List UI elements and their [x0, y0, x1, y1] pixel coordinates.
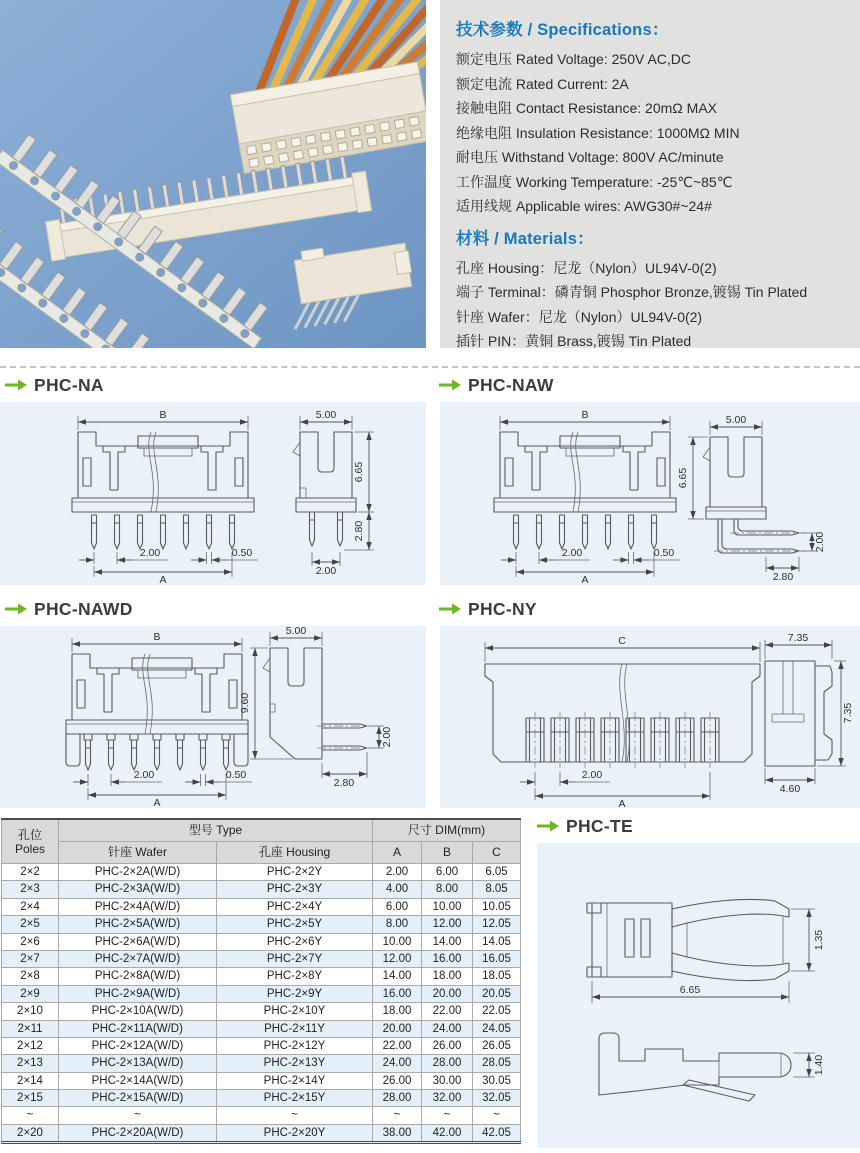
cell-dim-b: 22.00	[422, 1003, 473, 1020]
cell-dim-b: 28.00	[422, 1055, 473, 1072]
table-row	[2, 1055, 521, 1072]
svg-text:5.00: 5.00	[315, 409, 337, 421]
svg-text:2.00: 2.00	[139, 547, 161, 559]
svg-text:2.80: 2.80	[772, 571, 794, 583]
cell-dim-b: 12.00	[422, 916, 473, 933]
table-row	[2, 1072, 521, 1089]
cell-dim-c: 18.05	[473, 968, 521, 985]
terminal-top-view	[587, 899, 825, 1003]
col-header-poles-zh: 孔位	[17, 827, 42, 842]
svg-text:2.00: 2.00	[381, 726, 393, 748]
cell-dim-a: 26.00	[373, 1072, 422, 1089]
table-row	[2, 1090, 521, 1107]
cell-dim-c: 42.05	[473, 1124, 521, 1142]
col-header-a: A	[373, 842, 422, 864]
side-view	[677, 414, 826, 583]
cell-dim-c: 22.05	[473, 1003, 521, 1020]
col-header-poles	[2, 819, 59, 864]
cell-dim-c: 16.05	[473, 950, 521, 967]
cell-housing: PHC-2×10Y	[217, 1003, 373, 1020]
front-view	[485, 635, 760, 808]
svg-text:1.35: 1.35	[813, 929, 825, 951]
svg-text:0.50: 0.50	[225, 769, 247, 781]
cell-housing: PHC-2×9Y	[217, 985, 373, 1002]
table-row	[2, 950, 521, 967]
col-header-poles-en: Poles	[14, 841, 46, 856]
cell-wafer: PHC-2×6A(W/D)	[59, 933, 217, 950]
svg-text:A: A	[618, 798, 626, 808]
drawing-phc-na	[0, 402, 426, 585]
svg-text:5.00: 5.00	[725, 414, 747, 426]
cell-dim-b: 30.00	[422, 1072, 473, 1089]
drawing-panel-phc-na	[0, 402, 426, 585]
cell-poles: 2×15	[2, 1090, 59, 1107]
svg-text:0.50: 0.50	[231, 547, 253, 559]
specifications-panel	[440, 0, 860, 348]
cell-housing: PHC-2×8Y	[217, 968, 373, 985]
cell-dim-b: 18.00	[422, 968, 473, 985]
table-row	[2, 985, 521, 1002]
cell-dim-a: 8.00	[373, 916, 422, 933]
cell-poles: 2×9	[2, 985, 59, 1002]
svg-text:B: B	[153, 631, 161, 643]
section-title: PHC-NA	[34, 374, 104, 395]
svg-text:5.00: 5.00	[285, 626, 307, 637]
cell-dim-b: 24.00	[422, 1020, 473, 1037]
table-row	[2, 1037, 521, 1054]
cell-housing: PHC-2×12Y	[217, 1037, 373, 1054]
cell-housing: PHC-2×11Y	[217, 1020, 373, 1037]
spec-line: 绝缘电阻 Insulation Resistance: 1000MΩ MIN	[456, 124, 740, 141]
cell-wafer: PHC-2×12A(W/D)	[59, 1037, 217, 1054]
product-photo	[0, 0, 426, 348]
section-header-phc-naw	[439, 373, 554, 397]
front-view	[72, 409, 258, 585]
section-header-phc-ny	[439, 597, 537, 621]
front-view	[494, 409, 680, 585]
cell-housing: PHC-2×13Y	[217, 1055, 373, 1072]
cell-wafer: PHC-2×13A(W/D)	[59, 1055, 217, 1072]
svg-text:0.50: 0.50	[653, 547, 675, 559]
cell-poles: 2×7	[2, 950, 59, 967]
section-header-phc-te	[537, 814, 633, 838]
cell-housing: PHC-2×3Y	[217, 881, 373, 898]
cell-wafer: PHC-2×20A(W/D)	[59, 1124, 217, 1142]
section-header-phc-na	[5, 373, 104, 397]
cell-poles: 2×12	[2, 1037, 59, 1054]
drawing-phc-te	[537, 843, 860, 1148]
svg-text:C: C	[618, 635, 626, 647]
cell-housing: PHC-2×14Y	[217, 1072, 373, 1089]
table-row	[2, 968, 521, 985]
table-row	[2, 1124, 521, 1142]
svg-text:2.00: 2.00	[133, 769, 155, 781]
cell-dim-b: 42.00	[422, 1124, 473, 1142]
spec-line: 工作温度 Working Temperature: -25℃~85℃	[456, 173, 733, 190]
dimension-table	[1, 818, 521, 1144]
cell-poles: 2×20	[2, 1124, 59, 1142]
cell-dim-a: 14.00	[373, 968, 422, 985]
cell-dim-c: 28.05	[473, 1055, 521, 1072]
spec-line: 接触电阻 Contact Resistance: 20mΩ MAX	[456, 100, 717, 116]
cell-dim-a: 38.00	[373, 1124, 422, 1142]
cell-dim-c: 6.05	[473, 864, 521, 881]
cell-housing: ~	[217, 1107, 373, 1124]
cell-dim-a: 18.00	[373, 1003, 422, 1020]
col-header-wafer: 针座 Wafer	[59, 842, 217, 864]
col-header-b: B	[422, 842, 473, 864]
cell-poles: ~	[2, 1107, 59, 1124]
svg-text:1.40: 1.40	[813, 1054, 825, 1076]
specifications-title: 技术参数 / Specifications：	[456, 21, 669, 39]
cell-dim-c: 32.05	[473, 1090, 521, 1107]
spec-line: 针座 Wafer：尼龙（Nylon）UL94V-0(2)	[456, 308, 703, 325]
svg-text:9.60: 9.60	[239, 692, 251, 714]
svg-text:B: B	[581, 409, 589, 421]
spec-line: 耐电压 Withstand Voltage: 800V AC/minute	[456, 149, 724, 165]
svg-text:6.65: 6.65	[353, 461, 365, 483]
cell-dim-c: 26.05	[473, 1037, 521, 1054]
drawing-panel-phc-naw	[440, 402, 860, 585]
svg-text:7.35: 7.35	[842, 702, 854, 724]
cell-dim-a: ~	[373, 1107, 422, 1124]
cell-dim-b: 6.00	[422, 864, 473, 881]
cell-dim-b: 20.00	[422, 985, 473, 1002]
cell-dim-a: 16.00	[373, 985, 422, 1002]
spec-line: 额定电压 Rated Voltage: 250V AC,DC	[456, 51, 691, 67]
product-photo-illustration	[0, 0, 426, 348]
materials-title: 材料 / Materials：	[456, 229, 594, 248]
drawing-panel-phc-nawd	[0, 626, 426, 808]
cell-wafer: PHC-2×5A(W/D)	[59, 916, 217, 933]
cell-dim-a: 10.00	[373, 933, 422, 950]
drawing-panel-phc-ny	[440, 626, 860, 808]
cell-wafer: PHC-2×8A(W/D)	[59, 968, 217, 985]
cell-poles: 2×14	[2, 1072, 59, 1089]
svg-text:7.35: 7.35	[787, 632, 809, 644]
cell-dim-c: 30.05	[473, 1072, 521, 1089]
cell-dim-c: 10.05	[473, 898, 521, 915]
svg-text:2.80: 2.80	[353, 520, 365, 542]
svg-text:2.00: 2.00	[581, 769, 603, 781]
green-arrow-icon	[5, 603, 27, 615]
cell-wafer: PHC-2×3A(W/D)	[59, 881, 217, 898]
cell-dim-a: 4.00	[373, 881, 422, 898]
cell-dim-c: ~	[473, 1107, 521, 1124]
cell-dim-c: 12.05	[473, 916, 521, 933]
green-arrow-icon	[439, 379, 461, 391]
cell-poles: 2×13	[2, 1055, 59, 1072]
cell-dim-a: 2.00	[373, 864, 422, 881]
cell-poles: 2×3	[2, 881, 59, 898]
col-header-dim: 尺寸 DIM(mm)	[373, 819, 521, 842]
spec-line: 额定电流 Rated Current: 2A	[456, 75, 629, 92]
section-title: PHC-NY	[468, 598, 537, 619]
drawing-phc-ny	[440, 626, 860, 808]
table-row	[2, 881, 521, 898]
spec-line: 插针 PIN：黄铜 Brass,镀锡 Tin Plated	[456, 333, 692, 349]
section-title: PHC-NAW	[468, 374, 554, 395]
cell-dim-c: 14.05	[473, 933, 521, 950]
cell-dim-b: 26.00	[422, 1037, 473, 1054]
spec-line: 端子 Terminal：磷青铜 Phosphor Bronze,镀锡 Tin Plated	[456, 284, 808, 300]
cell-wafer: ~	[59, 1107, 217, 1124]
cell-housing: PHC-2×7Y	[217, 950, 373, 967]
cell-dim-b: 32.00	[422, 1090, 473, 1107]
cell-housing: PHC-2×15Y	[217, 1090, 373, 1107]
cell-dim-a: 20.00	[373, 1020, 422, 1037]
drawing-phc-naw	[440, 402, 860, 585]
cell-wafer: PHC-2×9A(W/D)	[59, 985, 217, 1002]
cell-wafer: PHC-2×14A(W/D)	[59, 1072, 217, 1089]
table-row	[2, 864, 521, 881]
green-arrow-icon	[439, 603, 461, 615]
cell-dim-a: 24.00	[373, 1055, 422, 1072]
svg-text:A: A	[159, 574, 167, 585]
cell-wafer: PHC-2×10A(W/D)	[59, 1003, 217, 1020]
svg-text:A: A	[153, 797, 161, 808]
cell-housing: PHC-2×4Y	[217, 898, 373, 915]
svg-text:2.00: 2.00	[315, 565, 337, 577]
terminal-side-view	[599, 1033, 825, 1101]
cell-wafer: PHC-2×11A(W/D)	[59, 1020, 217, 1037]
cell-dim-a: 6.00	[373, 898, 422, 915]
table-row	[2, 1003, 521, 1020]
col-header-type: 型号 Type	[59, 819, 373, 842]
cell-poles: 2×8	[2, 968, 59, 985]
cell-poles: 2×4	[2, 898, 59, 915]
svg-text:B: B	[159, 409, 167, 421]
svg-text:6.65: 6.65	[679, 984, 701, 996]
svg-text:6.65: 6.65	[677, 467, 689, 489]
specifications-list	[456, 47, 860, 219]
cell-wafer: PHC-2×4A(W/D)	[59, 898, 217, 915]
cell-dim-a: 22.00	[373, 1037, 422, 1054]
cell-dim-a: 12.00	[373, 950, 422, 967]
side-view	[293, 409, 374, 577]
table-row	[2, 1020, 521, 1037]
side-view	[765, 632, 854, 795]
cell-dim-b: 10.00	[422, 898, 473, 915]
col-header-c: C	[473, 842, 521, 864]
svg-text:A: A	[581, 574, 589, 585]
cell-poles: 2×11	[2, 1020, 59, 1037]
cell-dim-c: 20.05	[473, 985, 521, 1002]
cell-dim-c: 24.05	[473, 1020, 521, 1037]
dashed-divider	[0, 366, 860, 368]
cell-dim-b: 16.00	[422, 950, 473, 967]
side-view	[239, 626, 393, 789]
spec-line: 孔座 Housing：尼龙（Nylon）UL94V-0(2)	[456, 259, 717, 276]
green-arrow-icon	[537, 820, 559, 832]
front-view	[66, 631, 252, 808]
cell-housing: PHC-2×20Y	[217, 1124, 373, 1142]
section-title: PHC-TE	[566, 815, 633, 836]
cell-dim-b: 8.00	[422, 881, 473, 898]
section-header-phc-nawd	[5, 597, 133, 621]
svg-text:4.60: 4.60	[779, 783, 801, 795]
cell-wafer: PHC-2×15A(W/D)	[59, 1090, 217, 1107]
col-header-housing: 孔座 Housing	[217, 842, 373, 864]
drawing-panel-phc-te	[537, 843, 860, 1148]
cell-dim-c: 8.05	[473, 881, 521, 898]
cell-wafer: PHC-2×2A(W/D)	[59, 864, 217, 881]
cell-dim-a: 28.00	[373, 1090, 422, 1107]
svg-text:2.00: 2.00	[561, 547, 583, 559]
cell-dim-b: 14.00	[422, 933, 473, 950]
cell-poles: 2×6	[2, 933, 59, 950]
cell-dim-b: ~	[422, 1107, 473, 1124]
table-body	[2, 864, 521, 1143]
cell-poles: 2×2	[2, 864, 59, 881]
cell-poles: 2×5	[2, 916, 59, 933]
cell-housing: PHC-2×6Y	[217, 933, 373, 950]
cell-wafer: PHC-2×7A(W/D)	[59, 950, 217, 967]
table-row	[2, 1107, 521, 1124]
svg-text:2.00: 2.00	[814, 531, 826, 553]
green-arrow-icon	[5, 379, 27, 391]
spec-line: 适用线规 Applicable wires: AWG30#~24#	[456, 198, 712, 214]
materials-list	[456, 256, 860, 354]
cell-housing: PHC-2×5Y	[217, 916, 373, 933]
table-row	[2, 916, 521, 933]
drawing-phc-nawd	[0, 626, 426, 808]
cell-housing: PHC-2×2Y	[217, 864, 373, 881]
svg-text:2.80: 2.80	[333, 777, 355, 789]
table-row	[2, 898, 521, 915]
section-title: PHC-NAWD	[34, 598, 133, 619]
cell-poles: 2×10	[2, 1003, 59, 1020]
table-row	[2, 933, 521, 950]
